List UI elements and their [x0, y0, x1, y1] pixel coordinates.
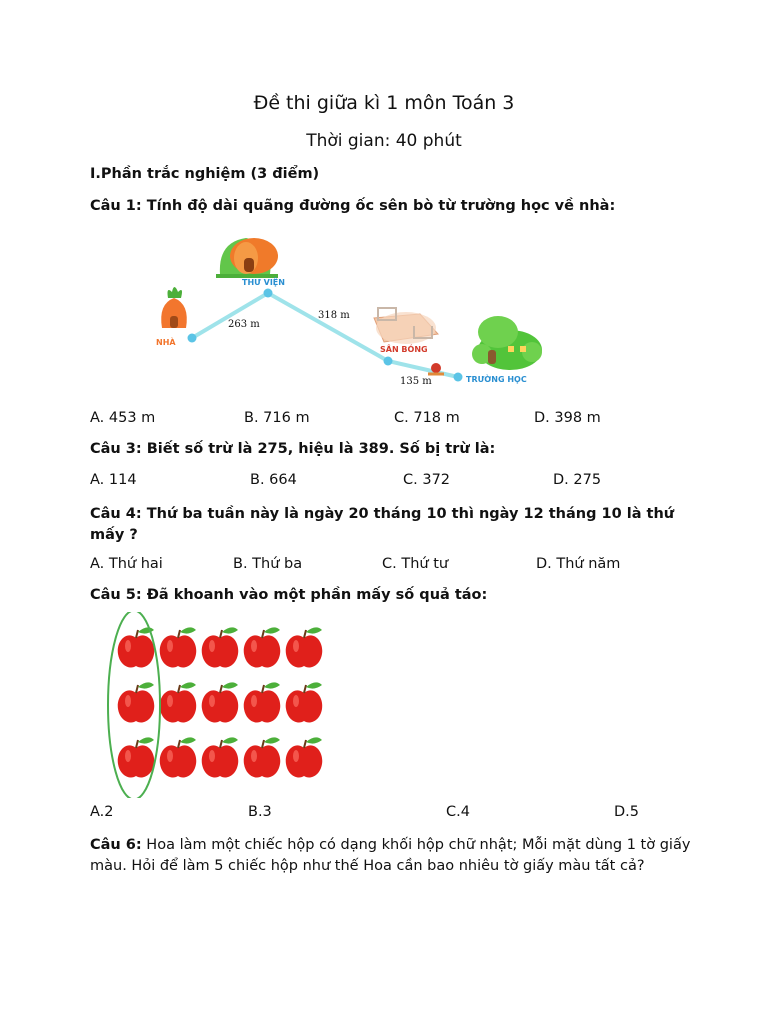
place-label-library: THƯ VIỆN [242, 278, 285, 287]
apple-icon [202, 627, 239, 667]
option-a[interactable]: A.2 [90, 804, 114, 820]
option-b[interactable]: B. 664 [250, 472, 297, 488]
question-5-text: Câu 5: Đã khoanh vào một phần mấy số quả táo: [90, 587, 488, 603]
question-4-text: Câu 4: Thứ ba tuần này là ngày 20 tháng 10 thì ngày 12 tháng 10 là thứ mấy ? [90, 506, 675, 543]
option-c[interactable]: C. 718 m [394, 410, 460, 426]
distance-label-2: 318 m [318, 310, 350, 321]
place-label-field: SÂN BÓNG [380, 345, 428, 354]
question-3-text: Câu 3: Biết số trừ là 275, hiệu là 389. Số bị trừ là: [90, 441, 496, 457]
place-label-home: NHÀ [156, 338, 176, 347]
node-library [264, 289, 273, 298]
option-b[interactable]: B. 716 m [244, 410, 310, 426]
option-b[interactable]: B.3 [248, 804, 272, 820]
green-school-icon [472, 316, 542, 370]
apple-icon [118, 737, 155, 777]
page-title: Đề thi giữa kì 1 môn Toán 3 [253, 92, 515, 114]
option-d[interactable]: D. 275 [553, 472, 602, 488]
question-4-options [90, 556, 730, 578]
apple-icon [160, 627, 197, 667]
option-a[interactable]: A. Thứ hai [90, 556, 163, 572]
question-5-options [90, 804, 730, 826]
place-label-school: TRƯỜNG HỌC [466, 375, 527, 384]
apple-icon [286, 682, 323, 722]
apple-icon [202, 682, 239, 722]
route-map-figure [148, 228, 548, 398]
question-6-label: Câu 6: [90, 837, 142, 853]
apple-icon [286, 737, 323, 777]
node-field [384, 357, 393, 366]
apple-icon [118, 682, 155, 722]
apple-icon [118, 627, 155, 667]
question-1-text: Câu 1: Tính độ dài quãng đường ốc sên bò từ trường học về nhà: [90, 198, 616, 214]
option-d[interactable]: D. Thứ năm [536, 556, 621, 572]
distance-label-3: 135 m [400, 376, 432, 387]
option-d[interactable]: D.5 [614, 804, 639, 820]
option-a[interactable]: A. 453 m [90, 410, 156, 426]
football-field-icon [374, 308, 438, 344]
apple-icon [244, 682, 281, 722]
section-heading: I.Phần trắc nghiệm (3 điểm) [90, 166, 320, 182]
node-school [454, 373, 463, 382]
apple-icon [286, 627, 323, 667]
question-6-body: Hoa làm một chiếc hộp có dạng khối hộp chữ nhật; Mỗi mặt dùng 1 tờ giấy màu. Hỏi để làm 5 chiếc hộp như thế Hoa cần bao nhiêu tờ giấy màu tất cả? [90, 837, 691, 874]
pumpkin-library-icon [216, 238, 278, 276]
question-1-options [90, 410, 730, 432]
option-d[interactable]: D. 398 m [534, 410, 601, 426]
page-subtitle: Thời gian: 40 phút [306, 131, 462, 151]
question-6-text [90, 835, 700, 877]
apple-icon [244, 737, 281, 777]
node-home [188, 334, 197, 343]
option-c[interactable]: C. Thứ tư [382, 556, 449, 572]
apple-icon [202, 737, 239, 777]
carrot-house-icon [161, 287, 187, 328]
apple-icon [244, 627, 281, 667]
option-c[interactable]: C. 372 [403, 472, 451, 488]
apple-grid-figure [96, 612, 336, 798]
option-a[interactable]: A. 114 [90, 472, 137, 488]
apple-icon [160, 737, 197, 777]
question-3-options [90, 472, 730, 494]
distance-label-1: 263 m [228, 319, 260, 330]
option-b[interactable]: B. Thứ ba [233, 556, 303, 572]
apple-icon [160, 682, 197, 722]
option-c[interactable]: C.4 [446, 804, 470, 820]
